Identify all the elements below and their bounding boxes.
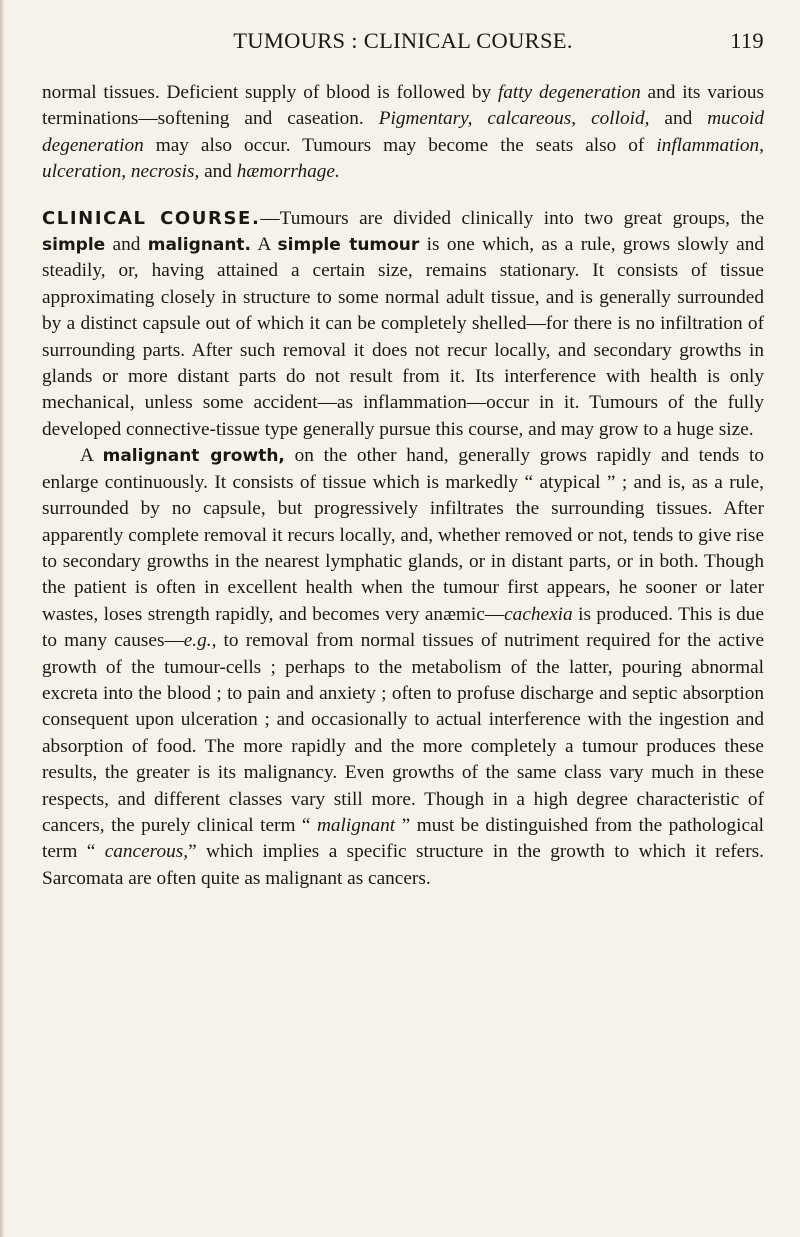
page-number: 119 — [730, 28, 764, 53]
text-run: A — [251, 234, 278, 256]
page-header — [42, 28, 764, 68]
text-run: ” must be distinguished from the pathological term “ — [42, 814, 764, 863]
section-heading: CLINICAL COURSE. — [42, 207, 261, 229]
text-run: may also occur. Tumours may become the seats also of — [143, 134, 657, 156]
paragraph-degenerations — [42, 80, 764, 186]
bold-term: simple — [42, 235, 106, 256]
text-run: is one which, as a rule, grows slowly and steadily, or, having attained a certain size, remains stationary. It consists of tissue approximating closely in structure to some normal adult tissue, and is generally surrounded by a distinct capsule out of which it can be completely shelled—for there is no infiltration of surrounding parts. After such removal it does not recur locally, and secondary growths in glands or more distant parts do not result from it. Its interference with health is only mechanical, unless some accident—as inflammation—occur in it. Tumours of the fully developed connective-tissue type generally pursue this course, and may grow to a huge size. — [42, 234, 764, 440]
italic-term: mucoid degeneration — [42, 108, 765, 156]
italic-term: malignant — [316, 814, 396, 836]
italic-term: Pigmentary, calcareous, colloid, — [378, 108, 650, 130]
text-run: and its various terminations—softening and caseation. — [42, 82, 764, 130]
text-run: to removal from normal tissues of nutriment required for the active growth of the tumour-cells ; perhaps to the metabolism of the latter, pouring abnormal excreta into the blood ; to pain and anxiety ; often to profuse discharge and septic absorption consequent upon ulceration ; and occasionally to actual interference with the ingestion and absorption of food. The more rapidly and the more completely a tumour produces these results, the greater is its malignancy. Even growths of the same class vary much in these respects, and different classes vary still more. Though in a high degree characteristic of cancers, the purely clinical term “ — [42, 630, 765, 836]
italic-term: e.g., — [183, 630, 217, 652]
italic-term: cancerous, — [104, 841, 189, 863]
text-run: is produced. This is due to many causes— — [42, 603, 764, 652]
text-run: —Tumours are divided clinically into two great groups, the — [260, 207, 765, 229]
text-run: normal tissues. Deficient supply of blood is followed by — [42, 82, 498, 103]
bold-term: simple tumour — [277, 235, 420, 256]
paragraph-malignant-growth — [42, 443, 764, 892]
body-text — [42, 80, 764, 892]
bold-term: malignant. — [147, 235, 252, 256]
text-run: and — [199, 161, 237, 183]
italic-term: inflammation, ulceration, necrosis, — [42, 134, 764, 183]
page-edge-shadow — [0, 0, 4, 1237]
italic-term: fatty degeneration — [497, 82, 641, 103]
bold-term: malignant growth, — [102, 446, 285, 467]
paragraph-clinical-course — [42, 206, 764, 444]
text-run: A — [80, 445, 103, 467]
text-run: and — [649, 108, 708, 130]
text-run: and — [105, 234, 148, 256]
running-head: TUMOURS : CLINICAL COURSE. — [233, 28, 573, 53]
text-run: on the other hand, generally grows rapidly and tends to enlarge continuously. It consists of tissue which is markedly “ atypical ” ; and is, as a rule, surrounded by no capsule, but progressively infiltrates the surrounding tissues. After apparently complete removal it recurs locally, and, whether removed or not, tends to give rise to secondary growths in the nearest lymphatic glands, or in distant parts, or in both. Though the patient is often in excellent health when the tumour first appears, he sooner or later wastes, loses strength rapidly, and becomes very anæmic— — [42, 445, 765, 625]
italic-term: cachexia — [504, 603, 573, 625]
text-run: ” which implies a specific structure in the growth to which it refers. Sarcomata are often quite as malignant as cancers. — [42, 841, 764, 889]
italic-term: hæmorrhage. — [236, 161, 340, 183]
book-page — [42, 28, 764, 892]
paragraph-gap — [42, 186, 764, 206]
